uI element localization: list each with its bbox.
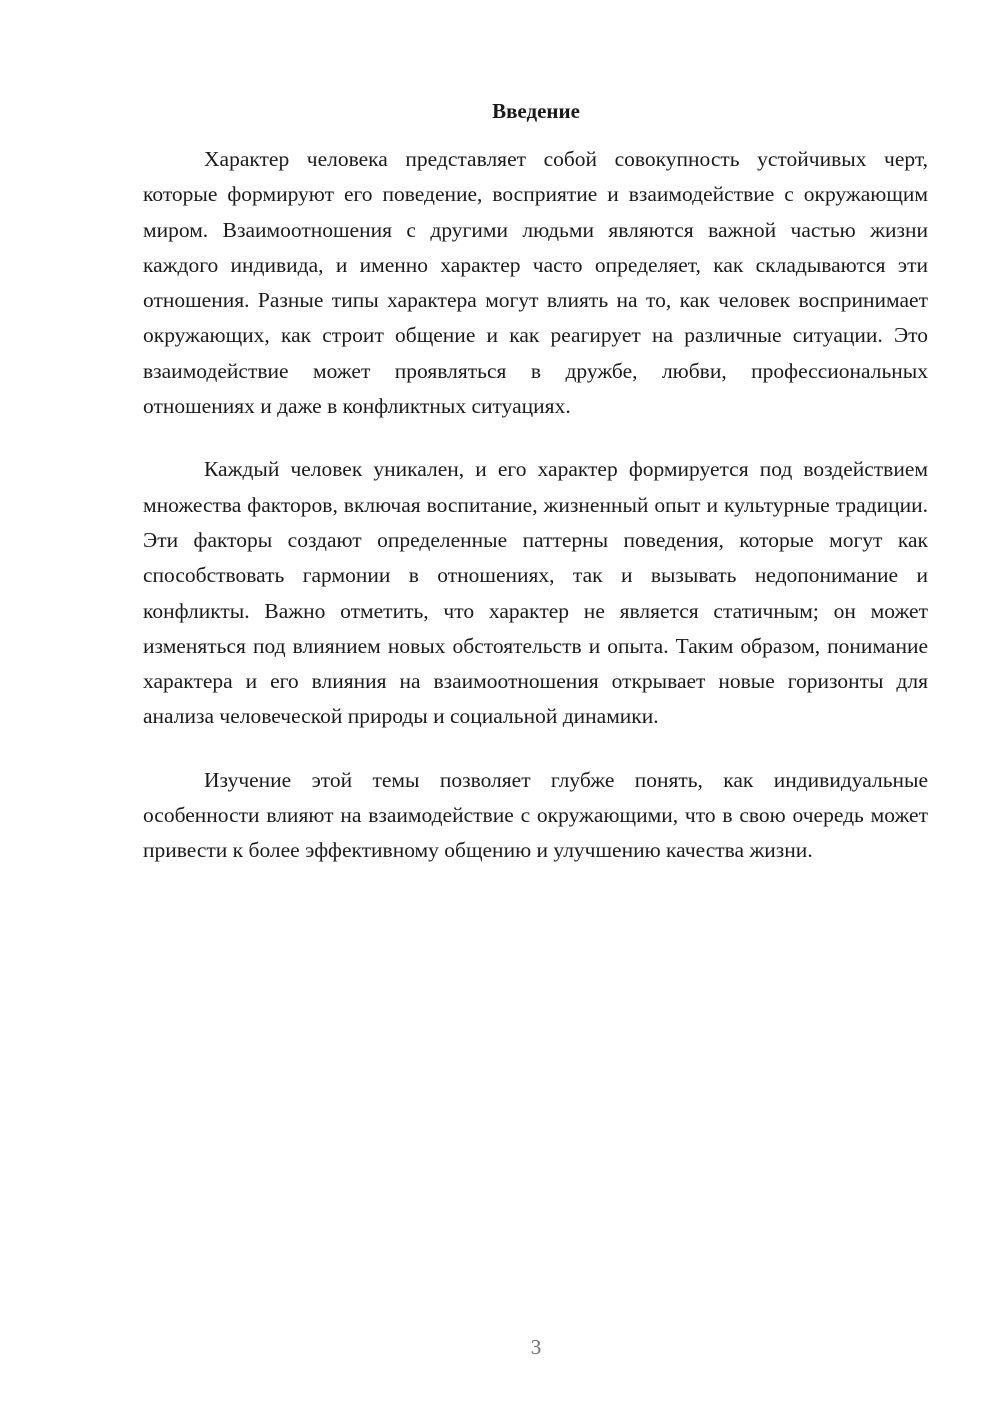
paragraph-3: Изучение этой темы позволяет глубже понять, как индивидуальные особенности влияют на взаимодействие с окружающими, что в свою очередь может привести к более эффективному общению и улучшению качества жизни. (143, 767, 928, 863)
paragraph-2: Каждый человек уникален, и его характер формируется под воздействием множества факторов, включая воспитание, жизненный опыт и культурные традиции. Эти факторы создают определенные паттерны поведения, которые могут как способствовать гармонии в отношениях, так и вызывать недопонимание и конфликты. Важно отметить, что характер не является статичным; он может изменяться под влиянием новых обстоятельств и опыта. Таким образом, понимание характера и его влияния на взаимоотношения открывает новые горизонты для анализа человеческой природы и социальной динамики. (143, 457, 928, 729)
paragraph-1: Характер человека представляет собой совокупность устойчивых черт, которые формируют его поведение, восприятие и взаимодействие с окружающим миром. Взаимоотношения с другими людьми являются важной частью жизни каждого индивида, и именно характер часто определяет, как складываются эти отношения. Разные типы характера могут влиять на то, как человек воспринимает окружающих, как строит общение и как реагирует на различные ситуации. Это взаимодействие может проявляться в дружбе, любви, профессиональных отношениях и даже в конфликтных ситуациях. (143, 147, 928, 419)
page-number: 3 (530, 1335, 542, 1359)
document-body (143, 142, 928, 869)
page-title: Введение (492, 99, 580, 123)
